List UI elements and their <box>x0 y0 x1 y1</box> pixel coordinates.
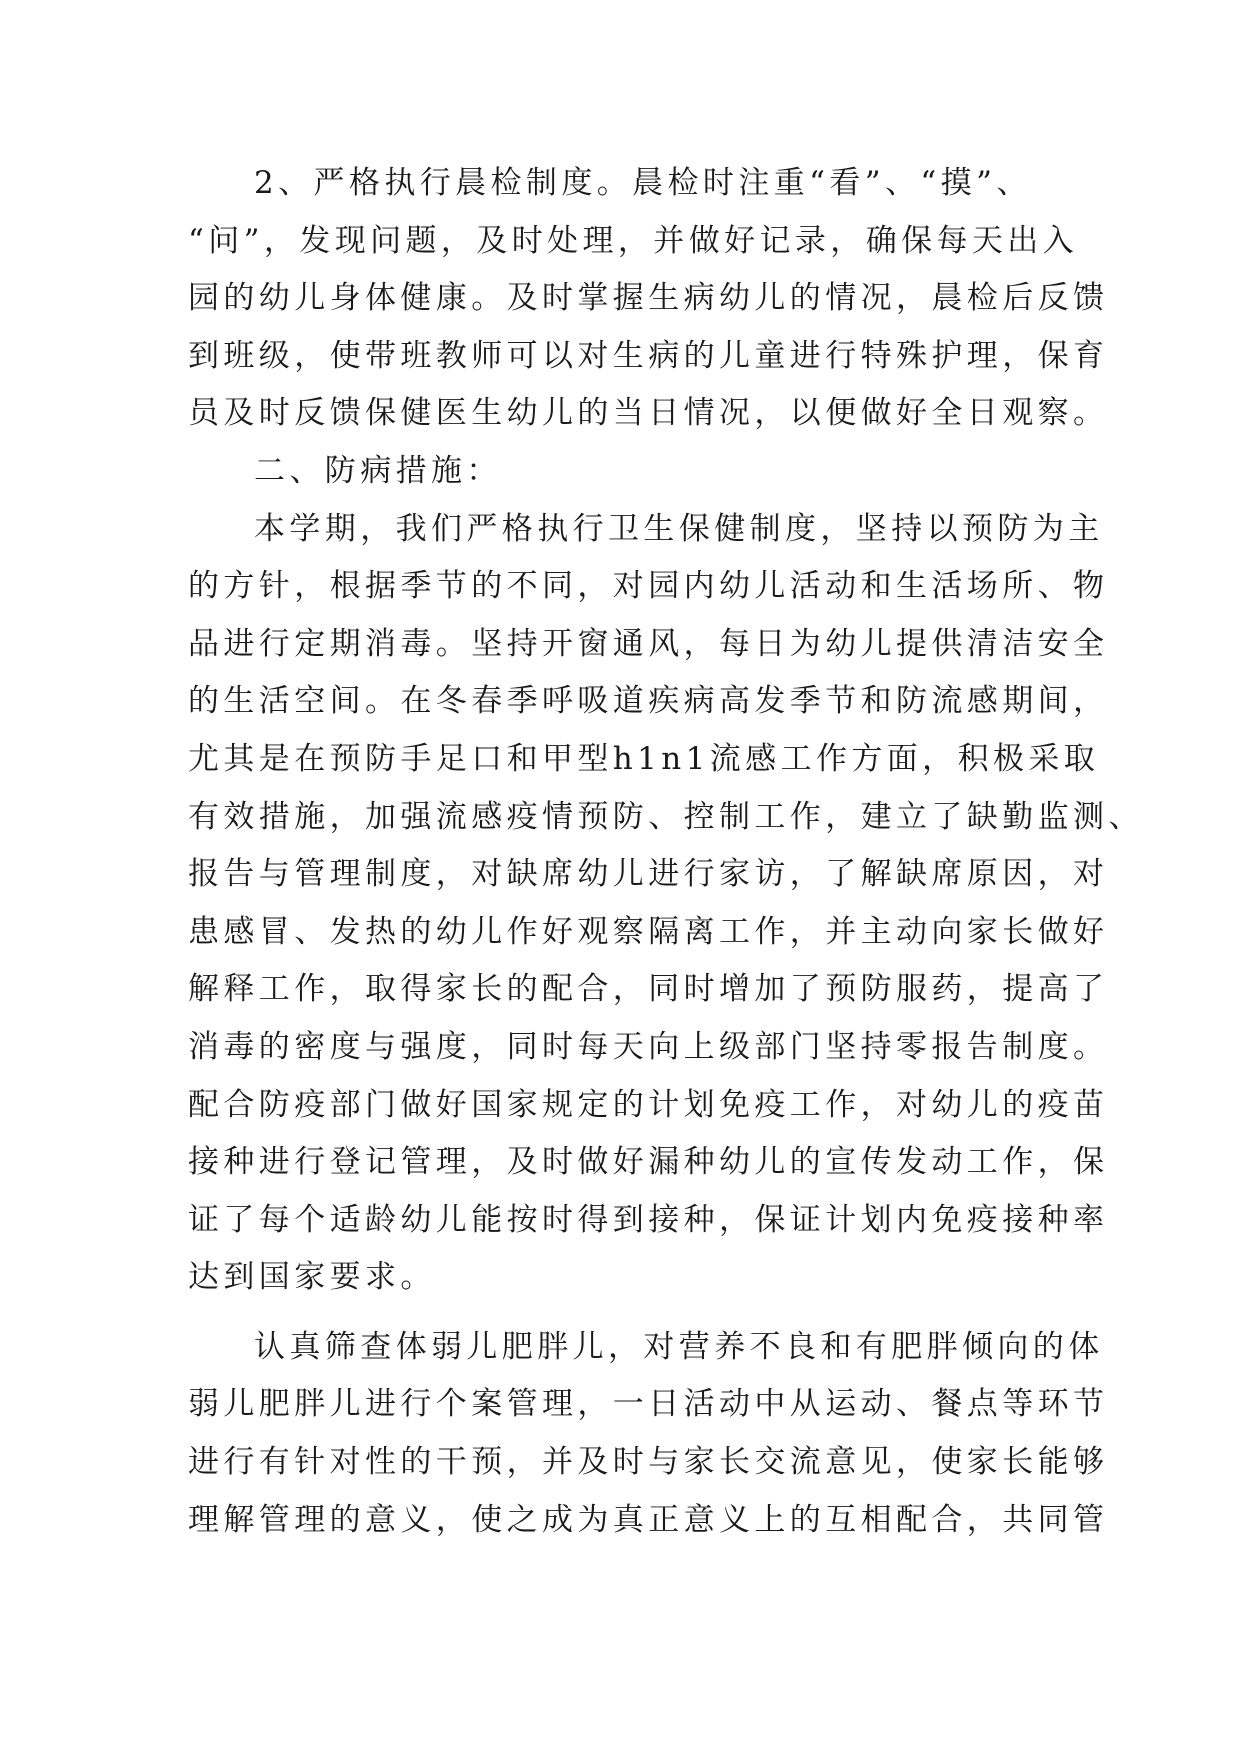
text-line: 认真筛查体弱儿肥胖儿，对营养不良和有肥胖倾向的体 <box>254 1328 1104 1365</box>
text-line: 品进行定期消毒。坚持开窗通风，每日为幼儿提供清洁安全 <box>188 625 1109 662</box>
body-text <box>188 155 1144 1549</box>
text-line: 解释工作，取得家长的配合，同时增加了预防服药，提高了 <box>188 971 1109 1008</box>
text-line: 进行有针对性的干预，并及时与家长交流意见，使家长能够 <box>188 1444 1109 1481</box>
text-line: 接种进行登记管理，及时做好漏种幼儿的宣传发动工作，保 <box>188 1144 1109 1181</box>
text-line: 尤其是在预防手足口和甲型h1n1流感工作方面，积极采取 <box>188 740 1100 777</box>
text-line: 本学期，我们严格执行卫生保健制度，坚持以预防为主 <box>254 510 1104 547</box>
text-line: 员及时反馈保健医生幼儿的当日情况，以便做好全日观察。 <box>188 395 1109 432</box>
text-line: 2、严格执行晨检制度。晨检时注重“看”、“摸”、 <box>254 165 1032 201</box>
text-line: 有效措施，加强流感疫情预防、控制工作，建立了缺勤监测、 <box>188 798 1144 835</box>
paragraph-spacer <box>188 1307 1068 1319</box>
text-line: 患感冒、发热的幼儿作好观察隔离工作，并主动向家长做好 <box>188 913 1109 950</box>
text-line: 到班级，使带班教师可以对生病的儿童进行特殊护理，保育 <box>188 337 1109 374</box>
section-heading: 二、防病措施： <box>254 452 502 489</box>
text-line: 的方针，根据季节的不同，对园内幼儿活动和生活场所、物 <box>188 568 1109 605</box>
text-line: 配合防疫部门做好国家规定的计划免疫工作，对幼儿的疫苗 <box>188 1086 1109 1123</box>
text-line: “问”，发现问题，及时处理，并做好记录，确保每天出入 <box>188 222 1079 259</box>
text-line: 的生活空间。在冬春季呼吸道疾病高发季节和防流感期间， <box>188 683 1109 720</box>
text-line: 理解管理的意义，使之成为真正意义上的互相配合，共同管 <box>188 1501 1109 1538</box>
text-line: 消毒的密度与强度，同时每天向上级部门坚持零报告制度。 <box>188 1028 1109 1065</box>
text-line: 证了每个适龄幼儿能按时得到接种，保证计划内免疫接种率 <box>188 1201 1109 1238</box>
text-line: 弱儿肥胖儿进行个案管理，一日活动中从运动、餐点等环节 <box>188 1386 1109 1423</box>
text-line: 报告与管理制度，对缺席幼儿进行家访，了解缺席原因，对 <box>188 856 1109 893</box>
text-line: 园的幼儿身体健康。及时掌握生病幼儿的情况，晨检后反馈 <box>188 280 1109 317</box>
text-line: 达到国家要求。 <box>188 1259 436 1296</box>
